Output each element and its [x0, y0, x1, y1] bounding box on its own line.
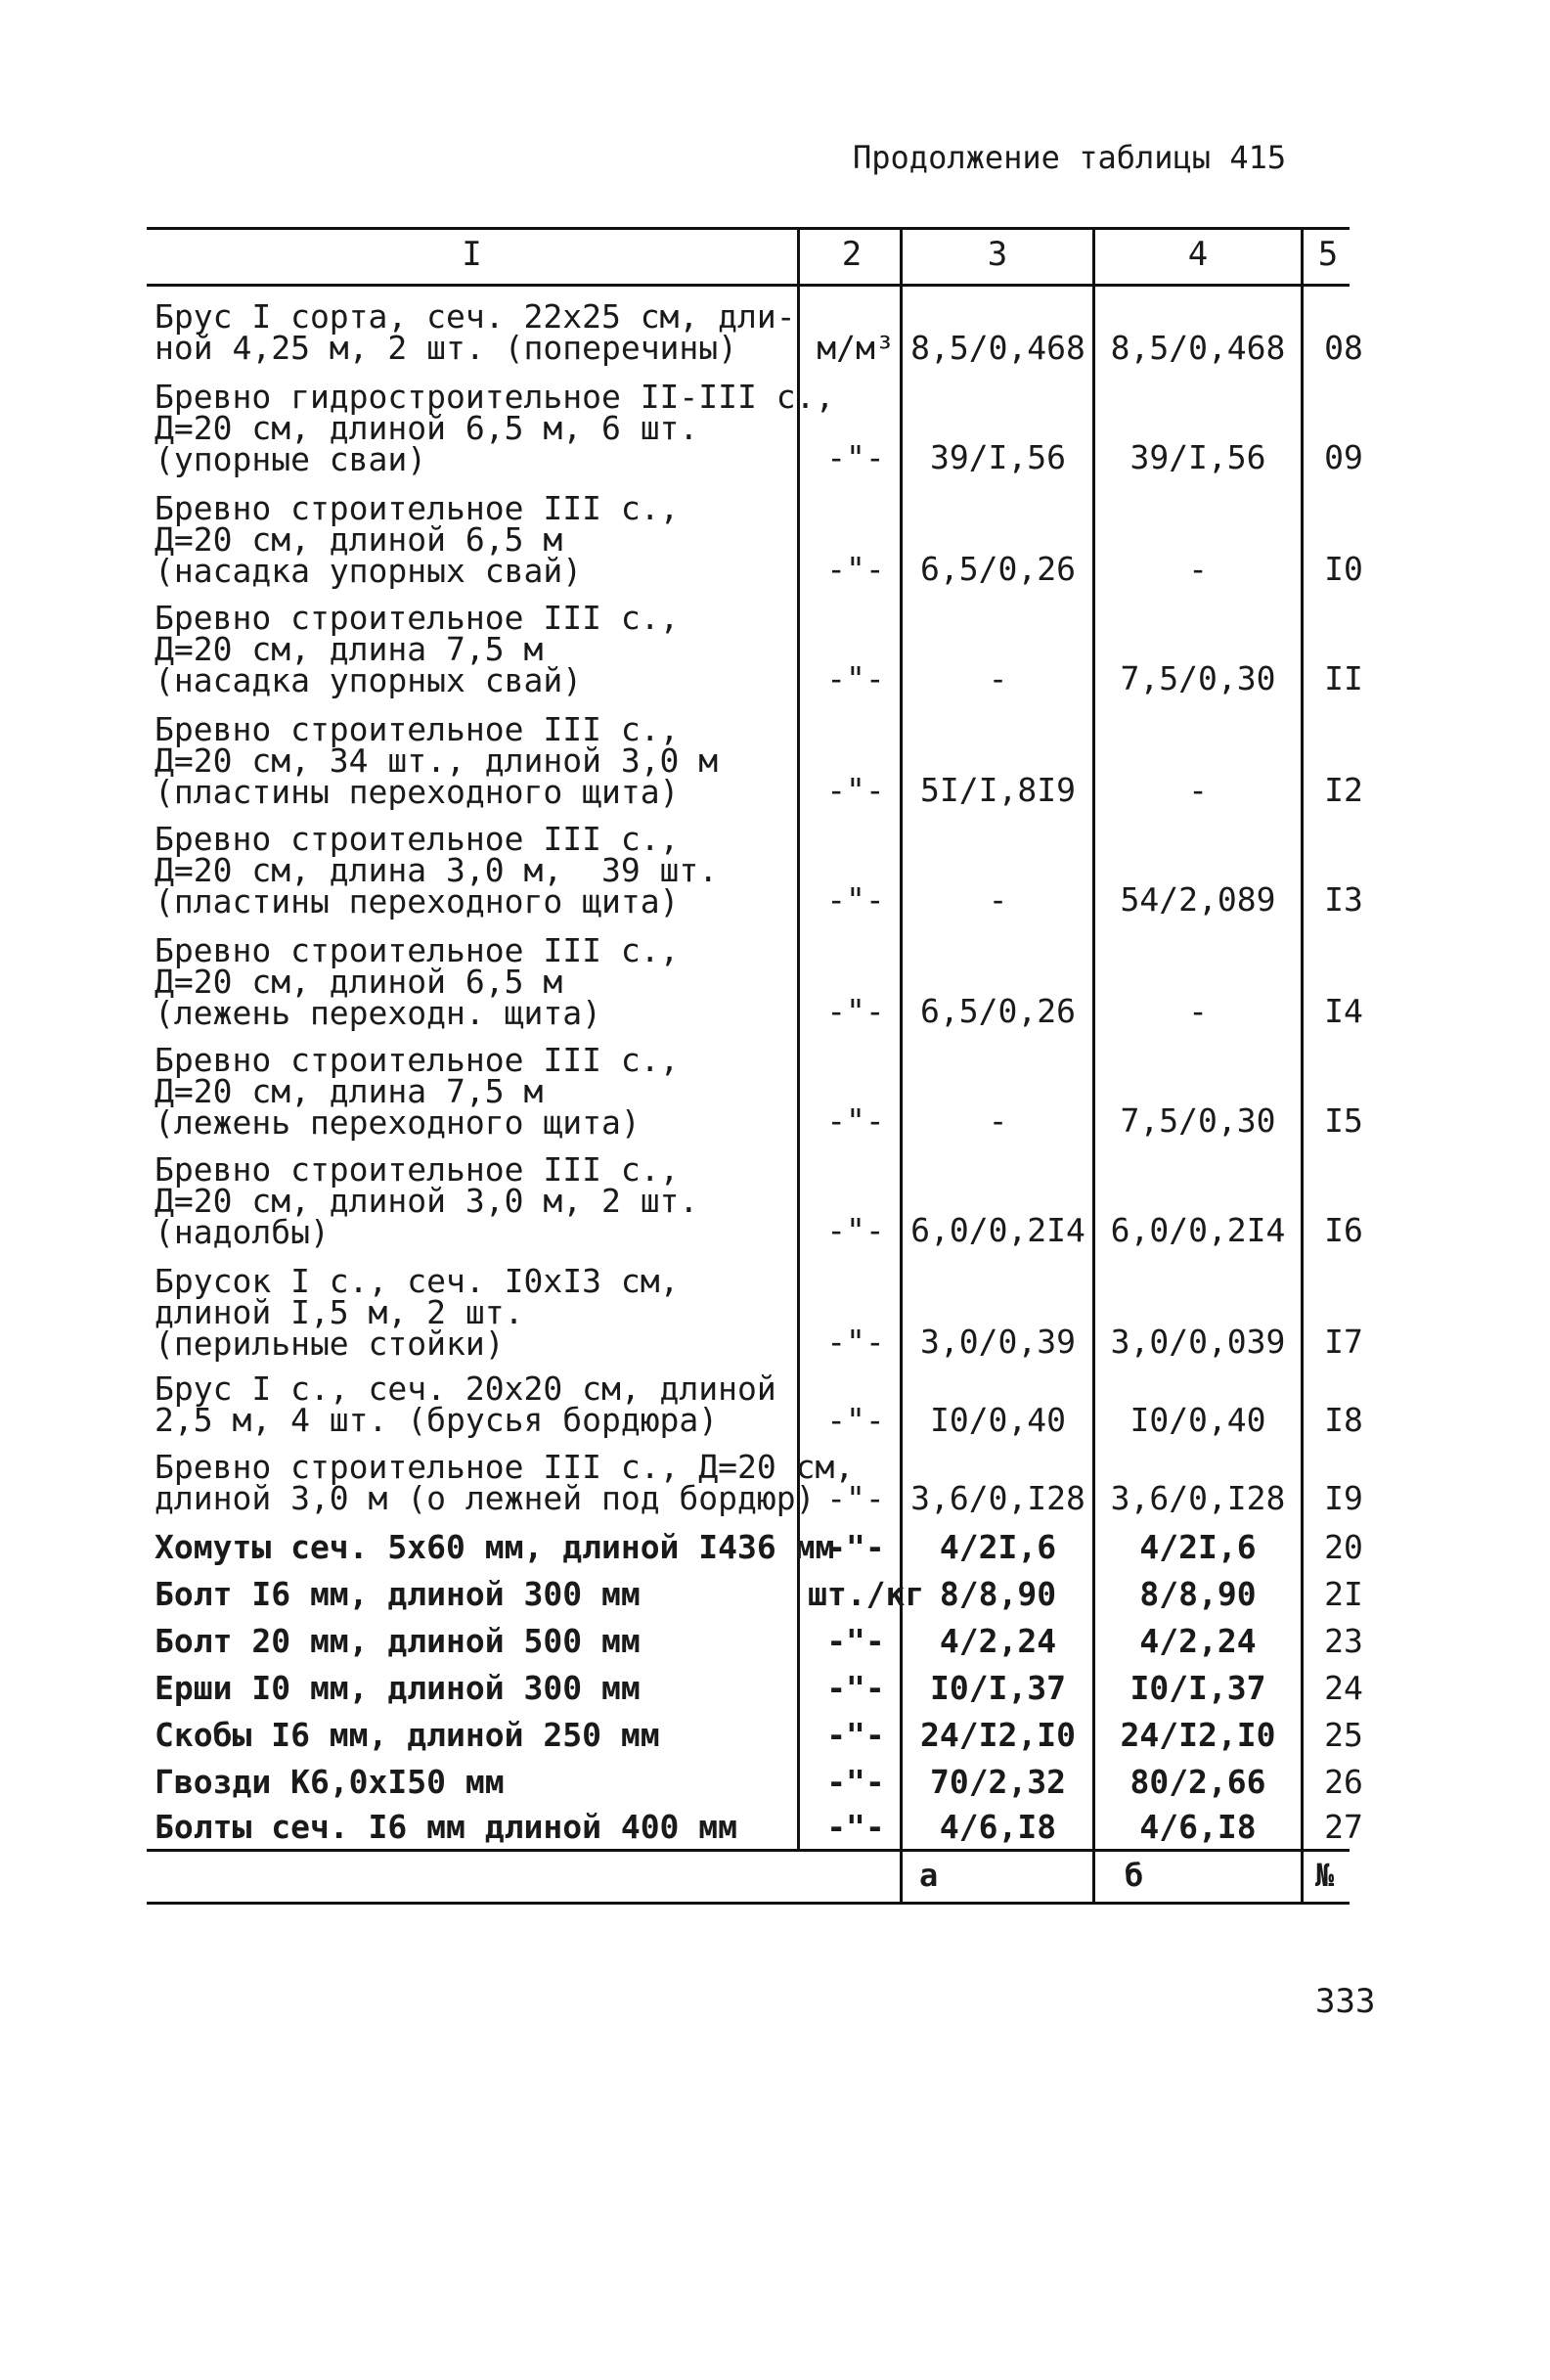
- value-variant-b: 3,0/0,039: [1110, 1323, 1286, 1361]
- row-number: I5: [1324, 1101, 1363, 1140]
- unit: -"-: [826, 1716, 885, 1754]
- value-variant-b: 4/2I,6: [1139, 1528, 1257, 1566]
- value-variant-b: 6,0/0,2I4: [1110, 1211, 1286, 1249]
- value-variant-a: -: [988, 1101, 1008, 1140]
- unit: -"-: [826, 992, 885, 1030]
- material-name: Скобы I6 мм, длиной 250 мм: [155, 1716, 660, 1754]
- value-variant-a: 6,5/0,26: [920, 550, 1076, 588]
- row-number: I3: [1324, 880, 1363, 919]
- row-number: I8: [1324, 1401, 1363, 1439]
- row-number: 25: [1324, 1716, 1363, 1754]
- row-number: I7: [1324, 1323, 1363, 1361]
- unit: -"-: [826, 1479, 885, 1517]
- header-col-1: I: [462, 235, 482, 274]
- unit: -"-: [826, 438, 885, 476]
- unit: -"-: [826, 1763, 885, 1801]
- row-number: II: [1324, 659, 1363, 697]
- value-variant-b: 8,5/0,468: [1110, 329, 1286, 367]
- value-variant-a: -: [988, 880, 1008, 919]
- row-number: I4: [1324, 992, 1363, 1030]
- value-variant-a: 3,0/0,39: [920, 1323, 1076, 1361]
- row-number: 27: [1324, 1808, 1363, 1846]
- value-variant-a: 3,6/0,I28: [910, 1479, 1085, 1517]
- footer-label-a: а: [919, 1857, 939, 1894]
- value-variant-b: 3,6/0,I28: [1110, 1479, 1286, 1517]
- value-variant-a: 39/I,56: [929, 438, 1067, 476]
- unit: -"-: [826, 1401, 885, 1439]
- unit: -"-: [826, 1323, 885, 1361]
- unit: м/м³: [817, 329, 895, 367]
- row-number: 24: [1324, 1669, 1363, 1707]
- value-variant-a: 5I/I,8I9: [920, 771, 1076, 809]
- value-variant-b: 24/I2,I0: [1120, 1716, 1276, 1754]
- material-name: Хомуты сеч. 5х60 мм, длиной I436 мм: [155, 1528, 835, 1566]
- unit: -"-: [826, 1101, 885, 1140]
- material-name: Брус I с., сеч. 20х20 см, длиной 2,5 м, 4 шт. (брусья бордюра): [155, 1370, 776, 1439]
- value-variant-b: 4/6,I8: [1139, 1808, 1257, 1846]
- unit: шт./кг: [808, 1575, 925, 1613]
- value-variant-a: 24/I2,I0: [920, 1716, 1076, 1754]
- row-number: 23: [1324, 1622, 1363, 1660]
- material-name: Бревно гидростроительное II-III с., Д=20 см, длиной 6,5 м, 6 шт. (упорные сваи): [155, 378, 835, 478]
- value-variant-a: I0/0,40: [929, 1401, 1067, 1439]
- material-name: Ерши I0 мм, длиной 300 мм: [155, 1669, 641, 1707]
- value-variant-b: -: [1188, 771, 1208, 809]
- value-variant-a: I0/I,37: [929, 1669, 1067, 1707]
- material-name: Бревно строительное III с., Д=20 см, длина 7,5 м (лежень переходного щита): [155, 1041, 680, 1142]
- value-variant-b: 7,5/0,30: [1120, 659, 1276, 697]
- header-col-2: 2: [841, 235, 863, 274]
- page-number: 333: [1315, 1982, 1376, 2021]
- value-variant-b: 8/8,90: [1139, 1575, 1257, 1613]
- value-variant-b: 39/I,56: [1129, 438, 1266, 476]
- value-variant-a: 70/2,32: [929, 1763, 1067, 1801]
- unit: -"-: [826, 550, 885, 588]
- value-variant-b: -: [1188, 992, 1208, 1030]
- material-name: Болт I6 мм, длиной 300 мм: [155, 1575, 641, 1613]
- table-top-rule: [147, 227, 1350, 230]
- row-number: 09: [1324, 438, 1363, 476]
- value-variant-a: 8,5/0,468: [910, 329, 1085, 367]
- material-name: Бревно строительное III с., Д=20 см, длиной 6,5 м (насадка упорных свай): [155, 489, 680, 590]
- value-variant-b: I0/I,37: [1129, 1669, 1266, 1707]
- header-col-4: 4: [1187, 235, 1209, 274]
- footer-bottom-rule: [147, 1902, 1350, 1905]
- row-number: I9: [1324, 1479, 1363, 1517]
- unit: -"-: [826, 1808, 885, 1846]
- material-name: Бревно строительное III с., Д=20 см, длина 3,0 м, 39 шт. (пластины переходного щита): [155, 820, 719, 921]
- material-name: Бревно строительное III с., Д=20 см, 34 шт., длиной 3,0 м (пластины переходного щита): [155, 710, 719, 811]
- material-name: Болты сеч. I6 мм длиной 400 мм: [155, 1808, 738, 1846]
- value-variant-a: 6,5/0,26: [920, 992, 1076, 1030]
- row-number: 08: [1324, 329, 1363, 367]
- value-variant-a: 6,0/0,2I4: [910, 1211, 1085, 1249]
- unit: -"-: [826, 1622, 885, 1660]
- material-name: Гвозди К6,0хI50 мм: [155, 1763, 505, 1801]
- unit: -"-: [826, 1528, 885, 1566]
- row-number: 26: [1324, 1763, 1363, 1801]
- footer-label-b: б: [1125, 1857, 1144, 1894]
- table-caption: Продолжение таблицы 415: [853, 139, 1287, 176]
- value-variant-a: 4/2,24: [939, 1622, 1057, 1660]
- value-variant-b: -: [1188, 550, 1208, 588]
- table-bottom-rule: [147, 1849, 1350, 1852]
- row-number: I6: [1324, 1211, 1363, 1249]
- value-variant-a: 4/2I,6: [939, 1528, 1057, 1566]
- unit: -"-: [826, 880, 885, 919]
- footer-label-number: №: [1315, 1857, 1335, 1894]
- row-number: 2I: [1324, 1575, 1363, 1613]
- unit: -"-: [826, 659, 885, 697]
- value-variant-b: 80/2,66: [1129, 1763, 1266, 1801]
- material-name: Брус I сорта, сеч. 22х25 см, дли- ной 4,25 м, 2 шт. (поперечины): [155, 297, 796, 367]
- value-variant-b: I0/0,40: [1129, 1401, 1266, 1439]
- value-variant-b: 4/2,24: [1139, 1622, 1257, 1660]
- unit: -"-: [826, 1669, 885, 1707]
- header-bottom-rule: [147, 284, 1350, 287]
- material-name: Бревно строительное III с., Д=20 см, длина 7,5 м (насадка упорных свай): [155, 599, 680, 699]
- header-col-5: 5: [1317, 235, 1339, 274]
- value-variant-a: 4/6,I8: [939, 1808, 1057, 1846]
- row-number: I2: [1324, 771, 1363, 809]
- material-name: Бревно строительное III с., Д=20 см, длиной 6,5 м (лежень переходн. щита): [155, 931, 680, 1032]
- row-number: 20: [1324, 1528, 1363, 1566]
- material-name: Бревно строительное III с., Д=20 см, длиной 3,0 м (о лежней под бордюр): [155, 1448, 855, 1517]
- column-divider-4-5: [1301, 227, 1304, 1904]
- unit: -"-: [826, 1211, 885, 1249]
- unit: -"-: [826, 771, 885, 809]
- material-name: Брусок I с., сеч. I0хI3 см, длиной I,5 м, 2 шт. (перильные стойки): [155, 1262, 680, 1363]
- row-number: I0: [1324, 550, 1363, 588]
- material-name: Бревно строительное III с., Д=20 см, длиной 3,0 м, 2 шт. (надолбы): [155, 1150, 699, 1251]
- value-variant-b: 54/2,089: [1120, 880, 1276, 919]
- material-name: Болт 20 мм, длиной 500 мм: [155, 1622, 641, 1660]
- value-variant-a: -: [988, 659, 1008, 697]
- value-variant-a: 8/8,90: [939, 1575, 1057, 1613]
- header-col-3: 3: [987, 235, 1008, 274]
- value-variant-b: 7,5/0,30: [1120, 1101, 1276, 1140]
